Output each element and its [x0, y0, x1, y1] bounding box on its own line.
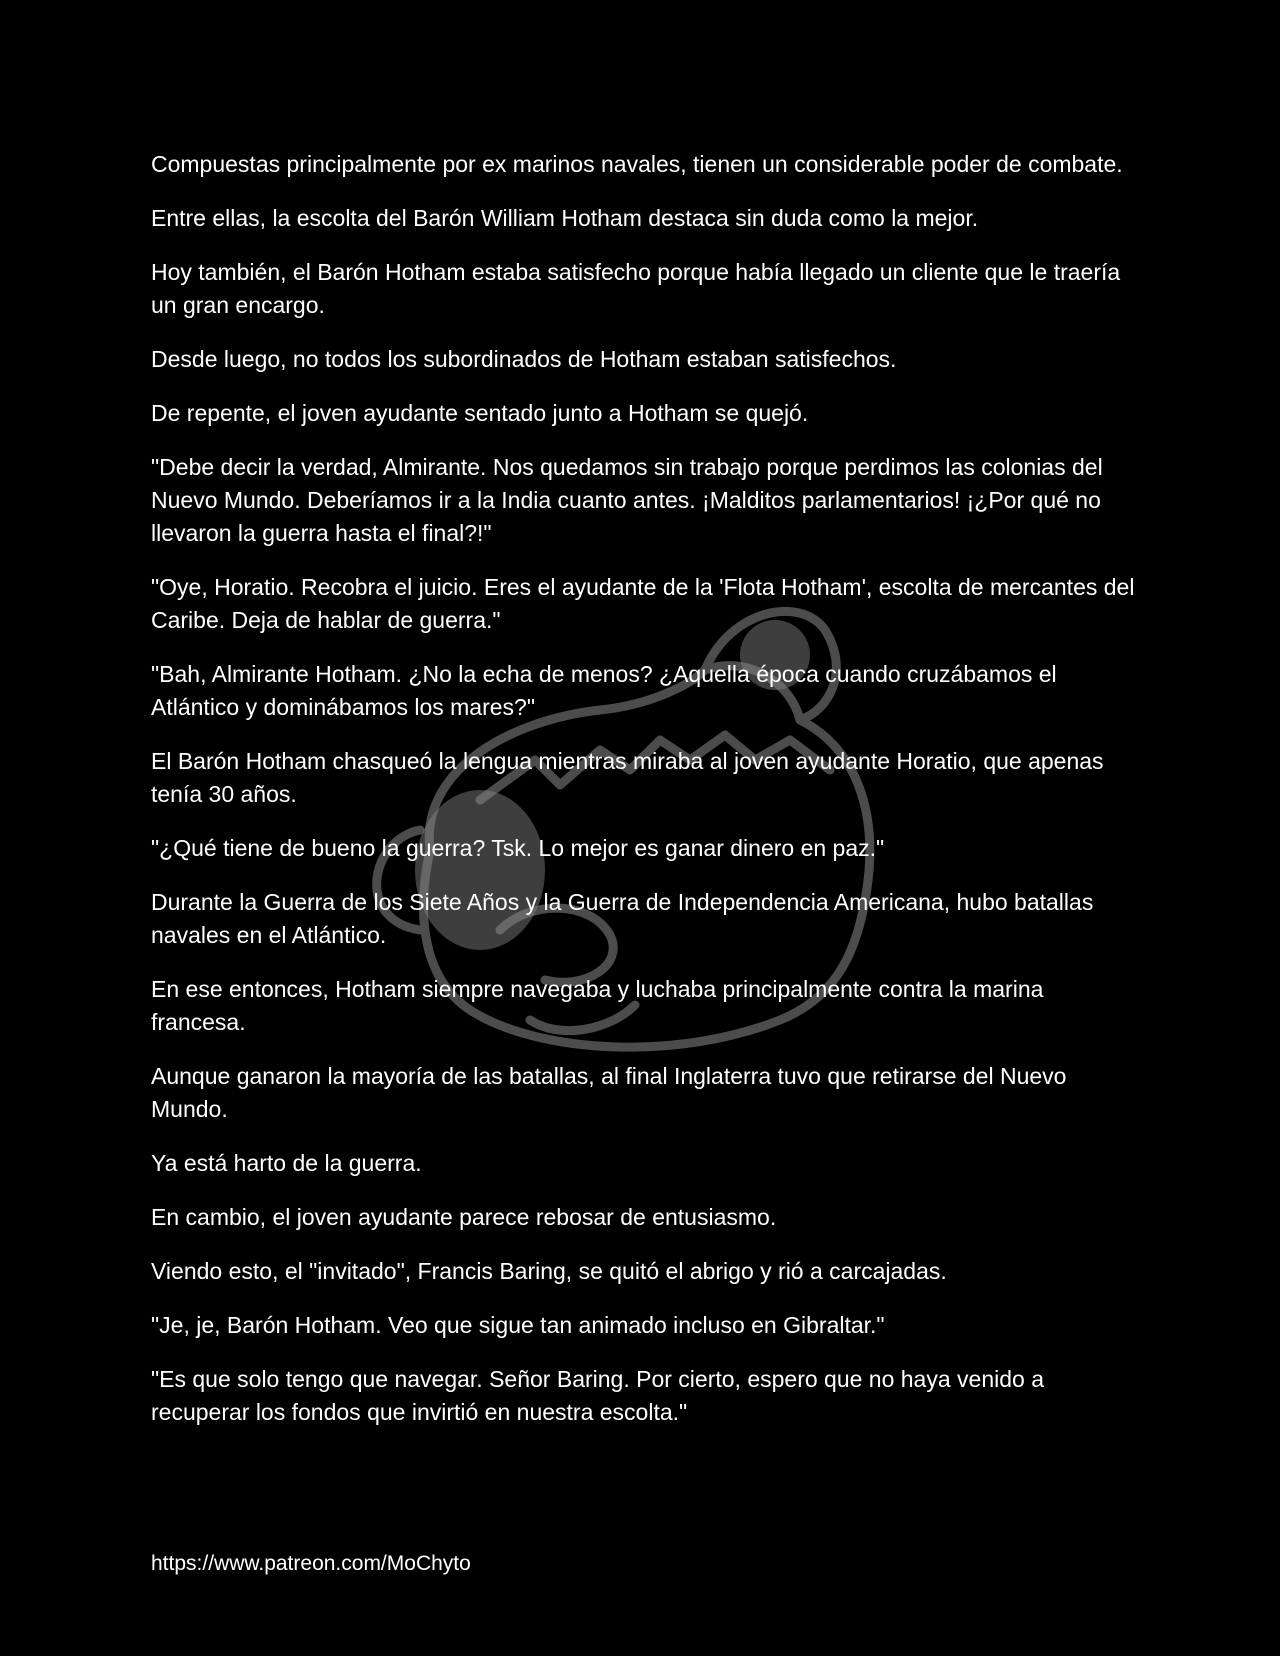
paragraph: "¿Qué tiene de bueno la guerra? Tsk. Lo mejor es ganar dinero en paz." [151, 835, 885, 861]
paragraph: En ese entonces, Hotham siempre navegaba y luchaba principalmente contra la marina francesa. [151, 976, 1044, 1035]
paragraph: Aunque ganaron la mayoría de las batallas, al final Inglaterra tuvo que retirarse del Nuevo Mundo. [151, 1063, 1067, 1122]
paragraph: Durante la Guerra de los Siete Años y la Guerra de Independencia Americana, hubo batallas navales en el Atlántico. [151, 889, 1094, 948]
paragraph: "Je, je, Barón Hotham. Veo que sigue tan animado incluso en Gibraltar." [151, 1312, 885, 1338]
paragraph: "Bah, Almirante Hotham. ¿No la echa de menos? ¿Aquella época cuando cruzábamos el Atlántico y dominábamos los mares?" [151, 661, 1057, 720]
document-body [151, 148, 1141, 1450]
paragraph: "Es que solo tengo que navegar. Señor Baring. Por cierto, espero que no haya venido a recuperar los fondos que invirtió en nuestra escolta." [151, 1366, 1044, 1425]
paragraph: De repente, el joven ayudante sentado junto a Hotham se quejó. [151, 400, 809, 426]
paragraph: Ya está harto de la guerra. [151, 1150, 422, 1176]
paragraph: Desde luego, no todos los subordinados de Hotham estaban satisfechos. [151, 346, 897, 372]
paragraph: Compuestas principalmente por ex marinos navales, tienen un considerable poder de combate. [151, 151, 1123, 177]
paragraph: "Oye, Horatio. Recobra el juicio. Eres el ayudante de la 'Flota Hotham', escolta de mercantes del Caribe. Deja de hablar de guerra." [151, 574, 1135, 633]
paragraph: El Barón Hotham chasqueó la lengua mientras miraba al joven ayudante Horatio, que apenas tenía 30 años. [151, 748, 1104, 807]
paragraph: En cambio, el joven ayudante parece rebosar de entusiasmo. [151, 1204, 777, 1230]
patreon-link[interactable]: https://www.patreon.com/MoChyto [151, 1552, 471, 1575]
paragraph: "Debe decir la verdad, Almirante. Nos quedamos sin trabajo porque perdimos las colonias del Nuevo Mundo. Deberíamos ir a la India cuanto antes. ¡Malditos parlamentarios! ¡¿Por qué no llevaron la guerra hasta el final?!" [151, 454, 1103, 546]
paragraph: Hoy también, el Barón Hotham estaba satisfecho porque había llegado un cliente que le traería un gran encargo. [151, 259, 1121, 318]
paragraph: Entre ellas, la escolta del Barón William Hotham destaca sin duda como la mejor. [151, 205, 979, 231]
paragraph: Viendo esto, el "invitado", Francis Baring, se quitó el abrigo y rió a carcajadas. [151, 1258, 947, 1284]
